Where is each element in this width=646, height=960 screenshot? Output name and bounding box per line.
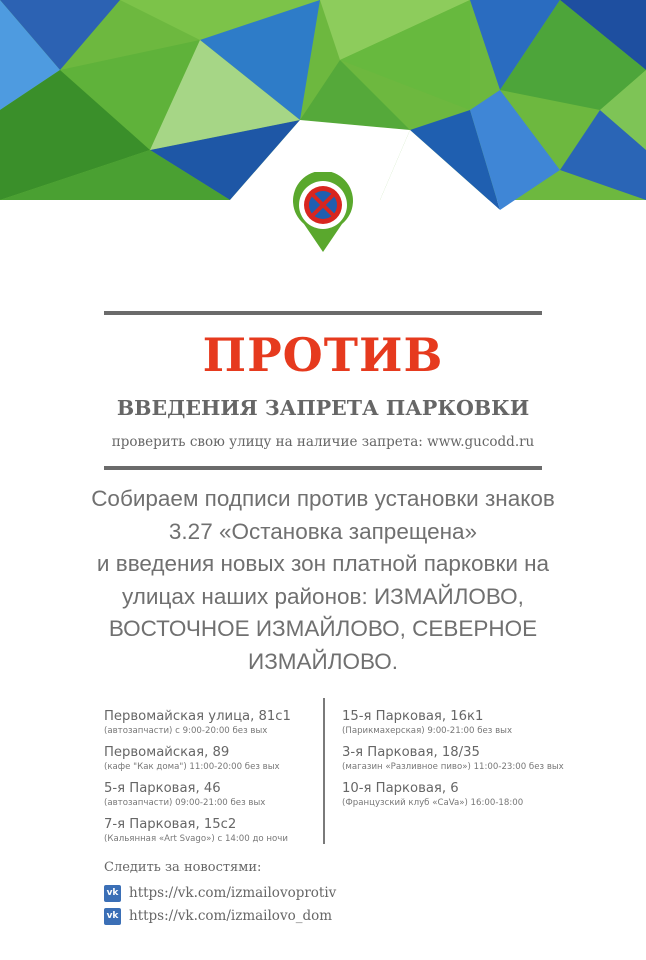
check-street-text: проверить свою улицу на наличие запрета: www.gucodd.ru — [111, 434, 535, 450]
location-hours: (автозапчасти) с 9:00-20:00 без вых — [104, 726, 268, 736]
location-address: 7-я Парковая, 15с2 — [104, 817, 237, 832]
location-address: 5-я Парковая, 46 — [104, 781, 221, 796]
petition-line: 3.27 «Остановка запрещена» — [168, 518, 478, 544]
location-item — [104, 744, 320, 773]
top-divider — [104, 311, 542, 315]
location-address: 15-я Парковая, 16к1 — [342, 709, 484, 724]
location-item — [104, 708, 320, 737]
petition-line: Собираем подписи против установки знаков — [91, 486, 555, 511]
vk-link-izmailovo-dom[interactable] — [104, 906, 332, 926]
middle-divider — [104, 466, 542, 470]
locations-left-column — [104, 708, 320, 852]
location-address: 3-я Парковая, 18/35 — [342, 745, 480, 760]
location-hours: (Французский клуб «CaVa») 16:00-18:00 — [342, 798, 524, 808]
location-item — [342, 708, 592, 737]
location-address: Первомайская, 89 — [104, 745, 230, 760]
location-hours: (Кальянная «Art Svago») с 14:00 до ночи — [104, 834, 288, 844]
vk-icon: vk — [104, 908, 121, 925]
locations-right-column — [342, 708, 592, 816]
location-hours: (кафе "Как дома") 11:00-20:00 без вых — [104, 762, 280, 772]
location-address: 10-я Парковая, 6 — [342, 781, 459, 796]
vk-link-url[interactable]: https://vk.com/izmailovo_dom — [129, 908, 333, 924]
petition-text — [40, 483, 606, 678]
location-hours: (автозапчасти) 09:00-21:00 без вых — [104, 798, 266, 808]
location-item — [104, 816, 320, 845]
vk-icon: vk — [104, 885, 121, 902]
page-title: ПРОТИВ — [202, 328, 444, 382]
location-item — [104, 780, 320, 809]
column-divider — [323, 698, 325, 844]
petition-line: ВОСТОЧНОЕ ИЗМАЙЛОВО, СЕВЕРНОЕ — [108, 616, 538, 641]
page-subtitle: ВВЕДЕНИЯ ЗАПРЕТА ПАРКОВКИ — [116, 396, 530, 420]
petition-line: улицах наших районов: ИЗМАЙЛОВО, — [122, 583, 524, 609]
petition-line: ИЗМАЙЛОВО. — [248, 648, 398, 674]
vk-link-url[interactable]: https://vk.com/izmailovoprotiv — [129, 885, 337, 901]
location-hours: (Парикмахерская) 9:00-21:00 без вых — [342, 726, 513, 736]
no-stopping-sign-pin-icon — [292, 172, 354, 254]
follow-news-label: Следить за новостями: — [104, 860, 262, 875]
vk-link-izmailovoprotiv[interactable] — [104, 883, 336, 903]
petition-line: и введения новых зон платной парковки на — [96, 551, 550, 576]
location-item — [342, 780, 592, 809]
location-address: Первомайская улица, 81с1 — [104, 709, 291, 724]
location-item — [342, 744, 592, 773]
location-hours: (магазин «Разливное пиво») 11:00-23:00 без вых — [342, 762, 564, 772]
